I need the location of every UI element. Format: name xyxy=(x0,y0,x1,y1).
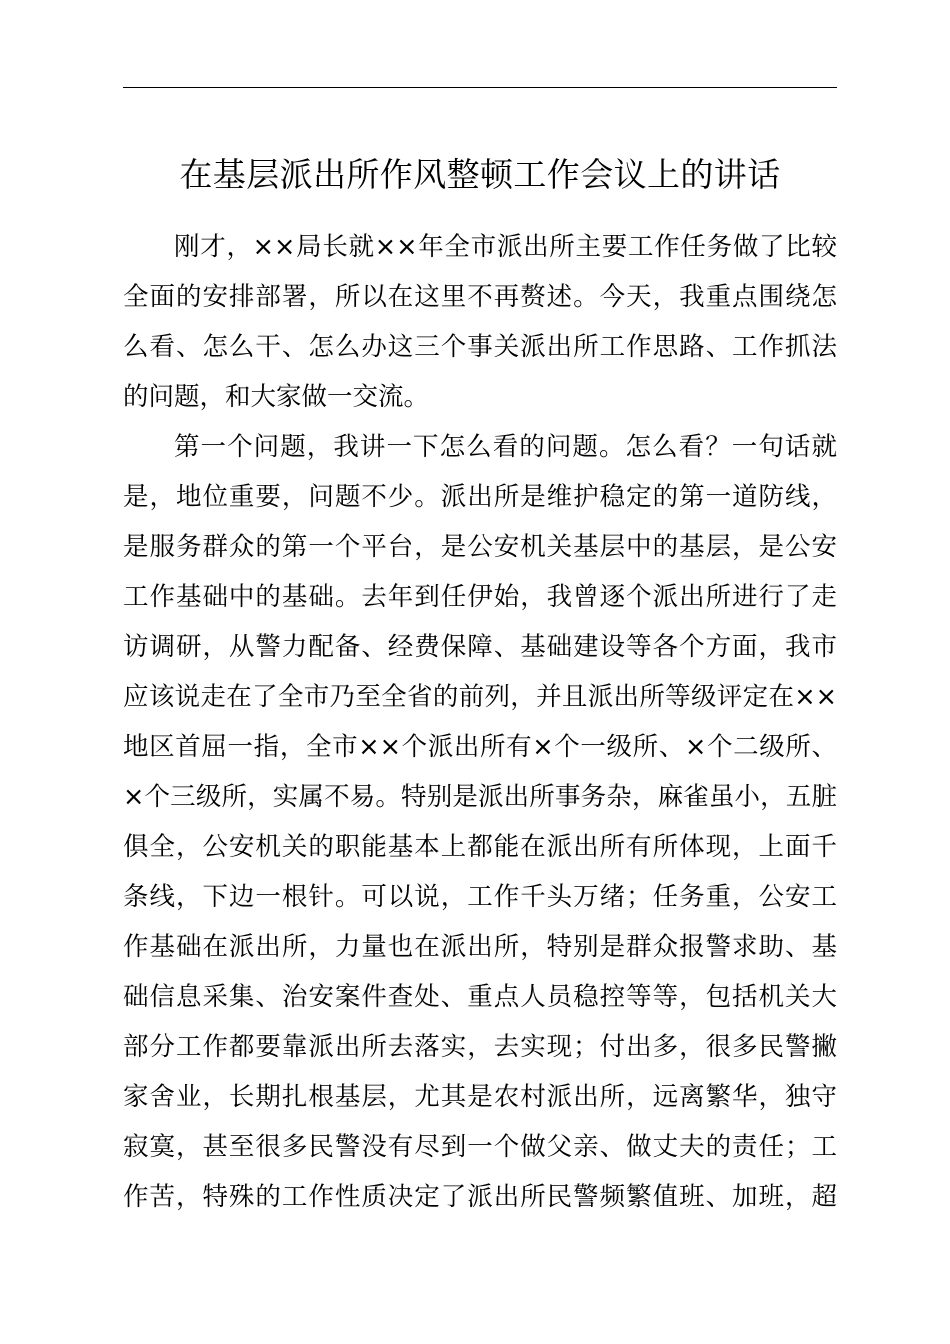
text-line: 访调研，从警力配备、经费保障、基础建设等各个方面，我市 xyxy=(123,632,837,662)
paragraph-1 xyxy=(123,222,837,422)
text-line: 应该说走在了全市乃至全省的前列，并且派出所等级评定在×× xyxy=(123,682,837,712)
text-line: 是服务群众的第一个平台，是公安机关基层中的基层，是公安 xyxy=(123,532,837,562)
text-line: 础信息采集、治安案件查处、重点人员稳控等等，包括机关大 xyxy=(123,982,837,1012)
text-line: 么看、怎么干、怎么办这三个事关派出所工作思路、工作抓法 xyxy=(123,332,837,362)
paragraph-2 xyxy=(123,422,837,1222)
text-line: 全面的安排部署，所以在这里不再赘述。今天，我重点围绕怎 xyxy=(123,282,837,312)
text-line: ×个三级所，实属不易。特别是派出所事务杂，麻雀虽小，五脏 xyxy=(123,782,837,812)
text-line: 是，地位重要，问题不少。派出所是维护稳定的第一道防线， xyxy=(123,482,837,512)
document-body xyxy=(123,222,837,1222)
text-line: 工作基础中的基础。去年到任伊始，我曾逐个派出所进行了走 xyxy=(123,582,837,612)
text-line: 刚才，××局长就××年全市派出所主要工作任务做了比较 xyxy=(174,232,837,262)
text-line: 条线，下边一根针。可以说，工作千头万绪；任务重，公安工 xyxy=(123,882,837,912)
text-line: 作基础在派出所，力量也在派出所，特别是群众报警求助、基 xyxy=(123,932,837,962)
text-line: 部分工作都要靠派出所去落实，去实现；付出多，很多民警撇 xyxy=(123,1032,837,1062)
text-line: 作苦，特殊的工作性质决定了派出所民警频繁值班、加班，超 xyxy=(123,1182,837,1212)
text-line: 地区首屈一指，全市××个派出所有×个一级所、×个二级所、 xyxy=(123,732,837,762)
document-title: 在基层派出所作风整顿工作会议上的讲话 xyxy=(179,155,781,194)
text-line: 俱全，公安机关的职能基本上都能在派出所有所体现，上面千 xyxy=(123,832,837,862)
header-rule xyxy=(123,87,837,88)
text-line: 家舍业，长期扎根基层，尤其是农村派出所，远离繁华，独守 xyxy=(123,1082,837,1112)
text-line: 第一个问题，我讲一下怎么看的问题。怎么看？一句话就 xyxy=(174,432,837,462)
text-line: 寂寞，甚至很多民警没有尽到一个做父亲、做丈夫的责任；工 xyxy=(123,1132,837,1162)
text-line: 的问题，和大家做一交流。 xyxy=(123,382,430,412)
